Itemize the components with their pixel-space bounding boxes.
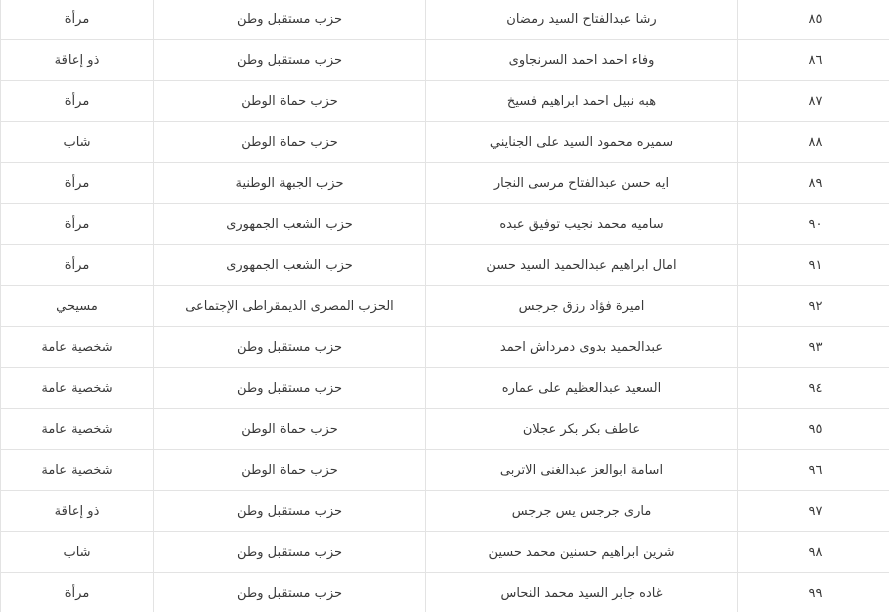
table-row bbox=[1, 573, 889, 612]
table-row bbox=[1, 409, 889, 450]
category-cell: ذو إعاقة bbox=[1, 491, 154, 532]
category-cell: مرأة bbox=[1, 81, 154, 122]
member-name-cell: مارى جرجس يس جرجس bbox=[426, 491, 738, 532]
table-row bbox=[1, 40, 889, 81]
member-name-cell: اسامة ابوالعز عبدالغنى الاتربى bbox=[426, 450, 738, 491]
party-cell: حزب الشعب الجمهورى bbox=[154, 204, 426, 245]
party-cell: حزب مستقبل وطن bbox=[154, 532, 426, 573]
member-name-cell: غاده جابر السيد محمد النحاس bbox=[426, 573, 738, 612]
members-table-body bbox=[1, 0, 889, 612]
party-cell: حزب حماة الوطن bbox=[154, 409, 426, 450]
party-cell: حزب حماة الوطن bbox=[154, 81, 426, 122]
table-row bbox=[1, 245, 889, 286]
category-cell: مرأة bbox=[1, 0, 154, 40]
party-cell: حزب مستقبل وطن bbox=[154, 327, 426, 368]
row-number-cell: ٩١ bbox=[738, 245, 889, 286]
party-cell: حزب حماة الوطن bbox=[154, 450, 426, 491]
member-name-cell: ساميه محمد نجيب توفيق عبده bbox=[426, 204, 738, 245]
row-number-cell: ٨٦ bbox=[738, 40, 889, 81]
table-row bbox=[1, 163, 889, 204]
member-name-cell: وفاء احمد احمد السرنجاوى bbox=[426, 40, 738, 81]
row-number-cell: ٨٨ bbox=[738, 122, 889, 163]
party-cell: حزب الجبهة الوطنية bbox=[154, 163, 426, 204]
party-cell: حزب حماة الوطن bbox=[154, 122, 426, 163]
category-cell: شاب bbox=[1, 532, 154, 573]
category-cell: مرأة bbox=[1, 163, 154, 204]
party-cell: الحزب المصرى الديمقراطى الإجتماعى bbox=[154, 286, 426, 327]
member-name-cell: امال ابراهيم عبدالحميد السيد حسن bbox=[426, 245, 738, 286]
row-number-cell: ٨٩ bbox=[738, 163, 889, 204]
row-number-cell: ٨٧ bbox=[738, 81, 889, 122]
member-name-cell: عبدالحميد بدوى دمرداش احمد bbox=[426, 327, 738, 368]
row-number-cell: ٩٠ bbox=[738, 204, 889, 245]
table-row bbox=[1, 204, 889, 245]
category-cell: ذو إعاقة bbox=[1, 40, 154, 81]
party-cell: حزب مستقبل وطن bbox=[154, 491, 426, 532]
category-cell: مرأة bbox=[1, 573, 154, 612]
member-name-cell: السعيد عبدالعظيم على عماره bbox=[426, 368, 738, 409]
category-cell: شخصية عامة bbox=[1, 450, 154, 491]
party-cell: حزب مستقبل وطن bbox=[154, 40, 426, 81]
table-row bbox=[1, 286, 889, 327]
party-cell: حزب مستقبل وطن bbox=[154, 573, 426, 612]
table-row bbox=[1, 450, 889, 491]
row-number-cell: ٩٢ bbox=[738, 286, 889, 327]
row-number-cell: ٩٣ bbox=[738, 327, 889, 368]
row-number-cell: ٩٤ bbox=[738, 368, 889, 409]
category-cell: شخصية عامة bbox=[1, 409, 154, 450]
member-name-cell: ايه حسن عبدالفتاح مرسى النجار bbox=[426, 163, 738, 204]
category-cell: شخصية عامة bbox=[1, 327, 154, 368]
table-row bbox=[1, 81, 889, 122]
row-number-cell: ٩٩ bbox=[738, 573, 889, 612]
table-row bbox=[1, 0, 889, 40]
member-name-cell: عاطف بكر بكر عجلان bbox=[426, 409, 738, 450]
row-number-cell: ٩٧ bbox=[738, 491, 889, 532]
party-cell: حزب مستقبل وطن bbox=[154, 368, 426, 409]
table-row bbox=[1, 368, 889, 409]
member-name-cell: اميرة فؤاد رزق جرجس bbox=[426, 286, 738, 327]
member-name-cell: سميره محمود السيد على الجنايني bbox=[426, 122, 738, 163]
category-cell: مرأة bbox=[1, 245, 154, 286]
row-number-cell: ٨٥ bbox=[738, 0, 889, 40]
category-cell: شاب bbox=[1, 122, 154, 163]
table-row bbox=[1, 532, 889, 573]
member-name-cell: شرين ابراهيم حسنين محمد حسين bbox=[426, 532, 738, 573]
member-name-cell: رشا عبدالفتاح السيد رمضان bbox=[426, 0, 738, 40]
category-cell: شخصية عامة bbox=[1, 368, 154, 409]
party-cell: حزب الشعب الجمهورى bbox=[154, 245, 426, 286]
row-number-cell: ٩٨ bbox=[738, 532, 889, 573]
member-name-cell: هبه نبيل احمد ابراهيم فسيخ bbox=[426, 81, 738, 122]
party-cell: حزب مستقبل وطن bbox=[154, 0, 426, 40]
category-cell: مرأة bbox=[1, 204, 154, 245]
row-number-cell: ٩٦ bbox=[738, 450, 889, 491]
table-row bbox=[1, 491, 889, 532]
table-row bbox=[1, 327, 889, 368]
row-number-cell: ٩٥ bbox=[738, 409, 889, 450]
table-row bbox=[1, 122, 889, 163]
category-cell: مسيحي bbox=[1, 286, 154, 327]
